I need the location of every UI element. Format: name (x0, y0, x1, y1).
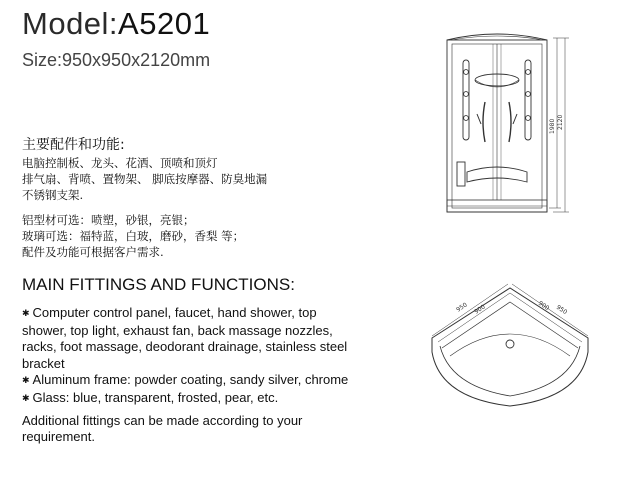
inner-width-label-right: 900 (536, 299, 551, 313)
width-label-right: 950 (554, 303, 569, 317)
foot-massager (457, 162, 465, 186)
top-cap (447, 34, 547, 40)
front-view-drawing (425, 22, 585, 234)
chinese-fitting-line: 不锈钢支架. (22, 188, 84, 202)
inner-height-label: 1980 (549, 118, 556, 134)
model-title (22, 2, 210, 46)
additional-note: Additional fittings can be made according to your requirement. (22, 412, 303, 445)
top-view-drawing (420, 278, 600, 428)
chinese-option-line: 玻璃可选：福特蓝，白玻，磨砂，香梨 等； (22, 229, 245, 243)
drain-icon (506, 340, 514, 348)
english-fittings-text (22, 305, 362, 446)
chinese-fitting-line: 电脑控制板、龙头、花洒、顶喷和顶灯 (22, 156, 218, 170)
fitting-item: ✱ Aluminum frame: powder coating, sandy silver, chrome (22, 372, 349, 388)
inner-width-label-left: 900 (473, 303, 487, 316)
door-handle-left (483, 102, 485, 142)
bullet-icon: ✱ (22, 308, 30, 318)
tray-outline (432, 288, 588, 406)
english-fittings-title: MAIN FITTINGS AND FUNCTIONS: (22, 275, 295, 294)
chinese-fitting-line: 排气扇、背喷、置物架、 脚底按摩器、防臭地漏 (22, 172, 268, 186)
door-handle-right (509, 102, 511, 142)
height-label: 2120 (557, 114, 564, 130)
door-arc (440, 346, 580, 396)
size-line: Size:950x950x2120mm (22, 50, 211, 70)
model-prefix: Model: (22, 6, 119, 41)
chinese-fittings-title: 主要配件和功能: (22, 137, 125, 153)
fitting-item: ✱ Glass: blue, transparent, frosted, pear, etc. (22, 389, 279, 405)
width-label-left: 950 (455, 301, 469, 314)
model-number: A5201 (118, 6, 211, 41)
bullet-icon: ✱ (22, 392, 30, 403)
chinese-option-line: 配件及功能可根据客户需求. (22, 245, 164, 259)
fitting-item: ✱ Computer control panel, faucet, hand shower, top shower, top light, exhaust fan, back massage nozzles, racks, foot massage, deodorant drainage, stainless steel bracket (22, 305, 348, 371)
bullet-icon: ✱ (22, 375, 30, 386)
chinese-fittings-text (22, 155, 267, 260)
chinese-option-line: 铝型材可选：喷塑，砂银，亮银； (22, 213, 195, 227)
